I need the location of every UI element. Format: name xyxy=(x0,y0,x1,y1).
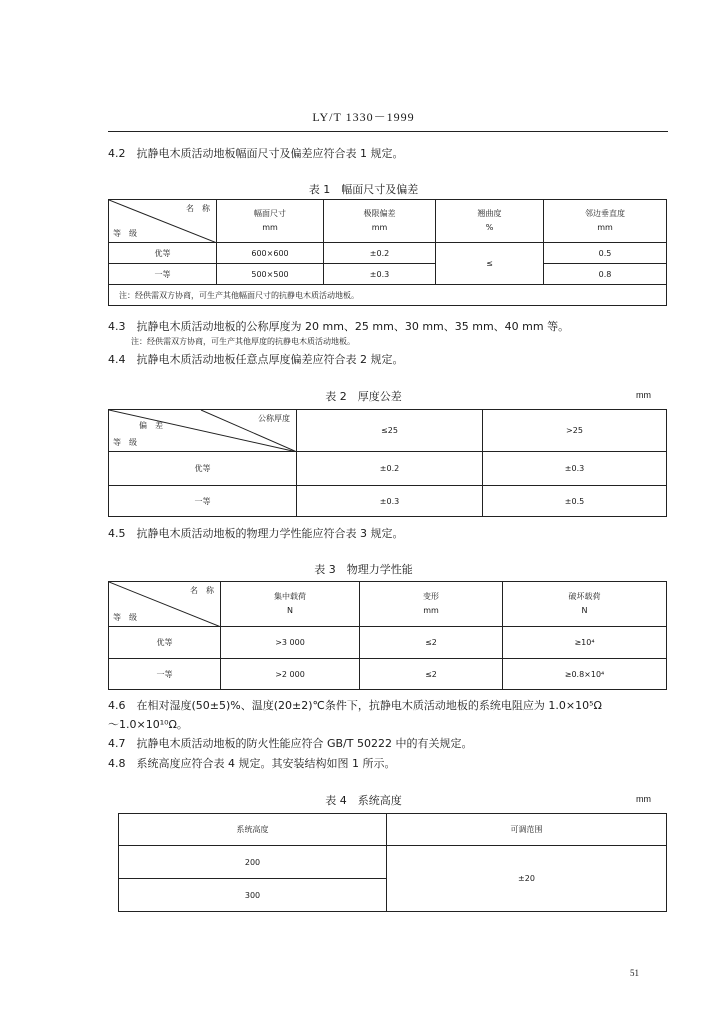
table2-value: ±0.5 xyxy=(483,486,667,517)
table2-corner-top: 公称厚度 xyxy=(258,414,290,423)
table3-caption: 表 3 物理力学性能 xyxy=(314,563,413,576)
table-row xyxy=(109,627,667,659)
table2-corner xyxy=(109,410,297,452)
table2-value: ±0.3 xyxy=(483,452,667,486)
paragraph-4-2: 4.2 抗静电木质活动地板幅面尺寸及偏差应符合表 1 规定。 xyxy=(108,147,404,160)
table4-height: 200 xyxy=(119,846,387,879)
table3-grade: 一等 xyxy=(109,659,221,690)
table2-header-le25: ≤25 xyxy=(297,410,483,452)
table2-corner-mid: 偏 差 xyxy=(139,421,163,430)
table3-grade: 优等 xyxy=(109,627,221,659)
table1-perpendicularity: 0.5 xyxy=(544,243,667,264)
table1-corner-top: 名 称 xyxy=(186,204,210,213)
table-row xyxy=(109,486,667,517)
table3-header-failure: 破坏载荷 N xyxy=(503,582,667,627)
table-row xyxy=(109,264,667,285)
paragraph-4-4: 4.4 抗静电木质活动地板任意点厚度偏差应符合表 2 规定。 xyxy=(108,353,404,366)
table1-perpendicularity: 0.8 xyxy=(544,264,667,285)
table2-unit: mm xyxy=(636,390,651,400)
table1-deviation: ±0.3 xyxy=(324,264,436,285)
table2-value: ±0.2 xyxy=(297,452,483,486)
paragraph-4-3: 4.3 抗静电木质活动地板的公称厚度为 20 mm、25 mm、30 mm、35 mm、40 mm 等。 xyxy=(108,320,570,333)
table4-unit: mm xyxy=(636,794,651,804)
table1-header-deviation: 极限偏差 mm xyxy=(324,200,436,243)
paragraph-4-6-line2: ～1.0×10¹⁰Ω。 xyxy=(108,718,188,731)
table1-corner-bottom: 等 级 xyxy=(113,229,137,238)
table3-corner xyxy=(109,582,221,627)
table3-corner-top: 名 称 xyxy=(190,586,214,595)
table4 xyxy=(118,813,667,912)
table2-grade: 优等 xyxy=(109,452,297,486)
table1 xyxy=(108,199,667,306)
table1-grade: 优等 xyxy=(109,243,217,264)
table3-header-load: 集中载荷 N xyxy=(221,582,360,627)
table3-value: ≤2 xyxy=(360,659,503,690)
table2 xyxy=(108,409,667,517)
standard-header: LY/T 1330－1999 xyxy=(312,110,415,124)
table3-value: >3 000 xyxy=(221,627,360,659)
page-number: 51 xyxy=(630,968,639,978)
table2-grade: 一等 xyxy=(109,486,297,517)
table-row xyxy=(109,243,667,264)
table1-warp: ≤ xyxy=(436,243,544,285)
table-row xyxy=(109,659,667,690)
table1-header-size: 幅面尺寸 mm xyxy=(217,200,324,243)
table1-corner xyxy=(109,200,217,243)
table1-note: 注：经供需双方协商，可生产其他幅面尺寸的抗静电木质活动地板。 xyxy=(109,285,667,306)
table4-height: 300 xyxy=(119,879,387,912)
table1-header-perpendicularity: 邻边垂直度 mm xyxy=(544,200,667,243)
table3-value: >2 000 xyxy=(221,659,360,690)
table3-header-deformation: 变形 mm xyxy=(360,582,503,627)
table3-corner-bottom: 等 级 xyxy=(113,613,137,622)
header-divider xyxy=(108,131,668,132)
table3-value: ≥10⁴ xyxy=(503,627,667,659)
table2-header-gt25: >25 xyxy=(483,410,667,452)
table2-value: ±0.3 xyxy=(297,486,483,517)
table1-grade: 一等 xyxy=(109,264,217,285)
paragraph-4-5: 4.5 抗静电木质活动地板的物理力学性能应符合表 3 规定。 xyxy=(108,527,404,540)
paragraph-4-8: 4.8 系统高度应符合表 4 规定。其安装结构如图 1 所示。 xyxy=(108,757,396,770)
table3 xyxy=(108,581,667,690)
table4-header-height: 系统高度 xyxy=(119,814,387,846)
table1-caption: 表 1 幅面尺寸及偏差 xyxy=(308,183,419,196)
table4-range: ±20 xyxy=(387,846,667,912)
table4-caption: 表 4 系统高度 xyxy=(325,794,402,807)
table3-value: ≤2 xyxy=(360,627,503,659)
table3-value: ≥0.8×10⁴ xyxy=(503,659,667,690)
table2-caption: 表 2 厚度公差 xyxy=(325,390,402,403)
table4-header-range: 可调范围 xyxy=(387,814,667,846)
table1-deviation: ±0.2 xyxy=(324,243,436,264)
table2-corner-bottom: 等 级 xyxy=(113,438,137,447)
paragraph-4-7: 4.7 抗静电木质活动地板的防火性能应符合 GB/T 50222 中的有关规定。 xyxy=(108,737,473,750)
paragraph-4-6-line1: 4.6 在相对湿度(50±5)%、温度(20±2)℃条件下，抗静电木质活动地板的系统电阻应为 1.0×10⁵Ω xyxy=(108,699,602,712)
table1-size: 600×600 xyxy=(217,243,324,264)
table-row xyxy=(109,452,667,486)
table1-header-warp: 翘曲度 % xyxy=(436,200,544,243)
table-row xyxy=(119,846,667,879)
table1-size: 500×500 xyxy=(217,264,324,285)
paragraph-4-3-note: 注：经供需双方协商，可生产其他厚度的抗静电木质活动地板。 xyxy=(131,337,355,346)
